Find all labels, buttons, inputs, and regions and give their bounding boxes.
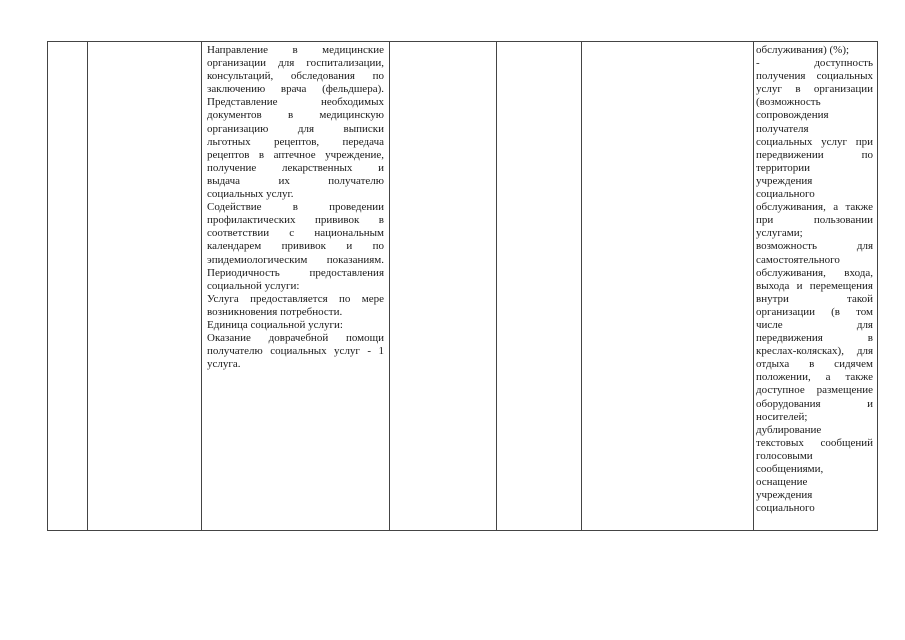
text-line: Периодичность предоставления [207, 266, 384, 279]
service-description-cell [207, 44, 384, 371]
text-line: Направление в медицинские [207, 44, 384, 56]
services-table [47, 41, 878, 531]
text-line: социального [756, 188, 815, 201]
text-line: выдача их получателю [207, 174, 384, 187]
text-line: рецептов в аптечное учреждение, [207, 148, 384, 161]
column-divider [389, 42, 390, 530]
text-line: социальных услуг. [207, 188, 294, 201]
text-line: возможность для [756, 240, 873, 253]
text-line: профилактических прививок в [207, 214, 384, 227]
text-line: эпидемиологическим показаниям. [207, 253, 384, 266]
text-line: документов в медицинскую [207, 109, 384, 122]
text-line: услугами; [756, 227, 803, 240]
text-line: получателя [756, 122, 809, 135]
text-line: услуг в организации [756, 83, 873, 96]
text-line: Оказание доврачебной помощи [207, 332, 384, 345]
text-line: положении, а также [756, 371, 873, 384]
text-line: носителей; [756, 410, 808, 423]
text-line: организацию для выписки [207, 122, 384, 135]
text-line: передвижения в [756, 332, 873, 345]
text-line: сообщениями, [756, 463, 824, 475]
text-line: числе для [756, 318, 873, 331]
text-line: обслуживания) (%); [756, 44, 850, 56]
column-divider [581, 42, 582, 530]
text-line: социальных услуг при [756, 135, 873, 148]
column-divider [877, 42, 878, 530]
column-divider [753, 42, 754, 530]
text-line: услуга. [207, 358, 241, 371]
text-line: оборудования и [756, 397, 873, 410]
text-line: сопровождения [756, 109, 829, 122]
text-line: выхода и перемещения [756, 279, 873, 292]
text-line: голосовыми [756, 449, 813, 462]
column-divider [47, 42, 48, 530]
text-line: передвижении по [756, 148, 873, 161]
text-line: самостоятельного [756, 253, 840, 266]
text-line: консультаций, обследования по [207, 70, 384, 83]
text-line: учреждения [756, 174, 813, 187]
text-line: получателю социальных услуг - 1 [207, 345, 384, 358]
text-line: текстовых сообщений [756, 436, 873, 449]
text-line: отдыха в сидячем [756, 358, 873, 371]
text-line: Представление необходимых [207, 96, 384, 109]
text-line: социального [756, 502, 815, 515]
text-line: Единица социальной услуги: [207, 318, 343, 331]
text-line: получение лекарственных и [207, 161, 384, 174]
column-divider [201, 42, 202, 530]
text-line: заключению врача (фельдшера). [207, 83, 384, 96]
text-line: внутри такой [756, 292, 873, 305]
text-line: соответствии с национальным [207, 227, 384, 240]
text-line: обслуживания, а также [756, 201, 873, 214]
text-line: дублирование [756, 423, 822, 436]
text-line: организации (в том [756, 305, 873, 318]
column-divider [87, 42, 88, 530]
text-line: при пользовании [756, 214, 873, 227]
text-line: - доступность [756, 57, 873, 70]
text-line: доступное размещение [756, 384, 873, 397]
text-line: территории [756, 161, 811, 174]
text-line: Услуга предоставляется по мере [207, 292, 384, 305]
text-line: календарем прививок и по [207, 240, 384, 253]
text-line: льготных рецептов, передача [207, 135, 384, 148]
text-line: получения социальных [756, 70, 873, 83]
text-line: оснащение [756, 476, 808, 489]
text-line: обслуживания, входа, [756, 266, 873, 279]
text-line: учреждения [756, 489, 813, 502]
quality-indicators-cell [756, 44, 873, 515]
column-divider [496, 42, 497, 530]
text-line: социальной услуги: [207, 279, 300, 292]
text-line: креслах-колясках), для [756, 345, 873, 358]
text-line: организации для госпитализации, [207, 57, 384, 70]
text-line: (возможность [756, 96, 821, 109]
text-line: возникновения потребности. [207, 305, 343, 318]
text-line: Содействие в проведении [207, 201, 384, 214]
